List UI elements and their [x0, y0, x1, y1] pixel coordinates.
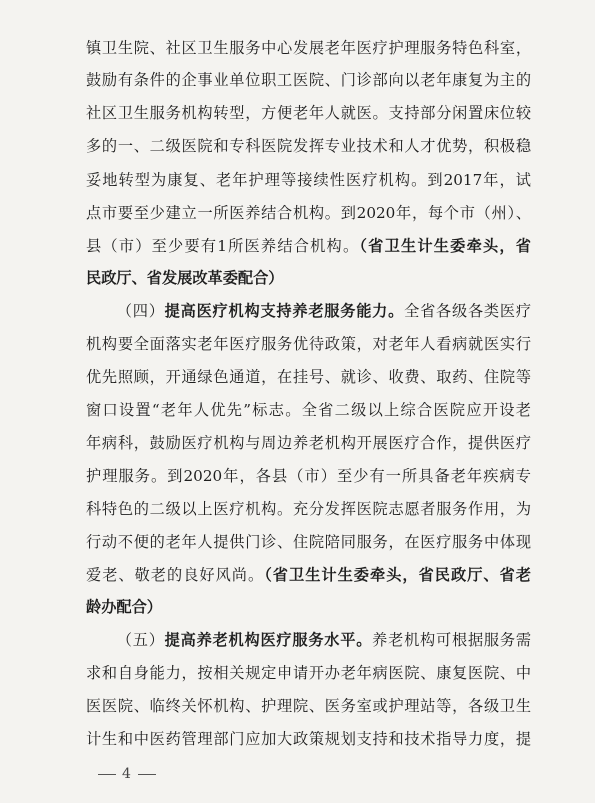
body-line-2: 鼓励有条件的企事业单位职工医院、门诊部向以老年康复为主的 — [86, 71, 531, 89]
page-number — [92, 766, 162, 782]
section-4-heading-line: （四）提高医疗机构支持养老服务能力。全省各级各类医疗 — [116, 302, 531, 320]
body-line-12: 窗口设置“老年人优先”标志。全省二级以上综合医院应开设老 — [86, 401, 531, 419]
body-line-4: 多的一、二级医院和专科医院发挥专业技术和人才优势，积极稳 — [86, 137, 531, 155]
body-line-11: 优先照顾，开通绿色通道，在挂号、就诊、收费、取药、住院等 — [86, 368, 531, 386]
body-line-10: 机构要全面落实老年医疗服务优待政策，对老年人看病就医实行 — [86, 335, 531, 353]
page-number-text: 4 — [122, 766, 132, 782]
body-line-15: 科特色的二级以上医疗机构。充分发挥医院志愿者服务作用，为 — [86, 500, 531, 518]
body-line-3: 社区卫生服务机构转型，方便老年人就医。支持部分闲置床位较 — [86, 104, 531, 122]
body-line-16: 行动不便的老年人提供门诊、住院陪同服务，在医疗服务中体现 — [86, 533, 531, 551]
responsibility-note: （省卫生计生委牵头，省民政厅、省老 — [264, 566, 531, 584]
section-5-heading-line: （五）提高养老机构医疗服务水平。养老机构可根据服务需 — [116, 631, 531, 649]
body-line-18 — [86, 597, 531, 617]
responsibility-note: 民政厅、省发展改革委配合） — [86, 269, 284, 287]
body-line-6: 点市要至少建立一所医养结合机构。到2020年，每个市（州）、 — [86, 204, 531, 222]
section-number: （五） — [116, 631, 165, 649]
responsibility-note: 龄办配合） — [86, 598, 162, 616]
body-line-14: 护理服务。到2020年，各县（市）至少有一所具备老年疾病专 — [86, 467, 531, 485]
body-line-20: 求和自身能力，按相关规定申请开办老年病医院、康复医院、中 — [86, 664, 531, 682]
body-line-7: 县（市）至少要有1所医养结合机构。（省卫生计生委牵头，省 — [86, 237, 531, 255]
section-number: （四） — [116, 302, 165, 320]
body-line-5: 妥地转型为康复、老年护理等接续性医疗机构。到2017年，试 — [86, 171, 531, 189]
responsibility-note: （省卫生计生委牵头，省 — [359, 237, 531, 255]
body-line-22: 计生和中医药管理部门应加大政策规划支持和技术指导力度，提 — [86, 730, 531, 748]
body-line-17: 爱老、敬老的良好风尚。（省卫生计生委牵头，省民政厅、省老 — [86, 566, 531, 584]
body-line-21: 医医院、临终关怀机构、护理院、医务室或护理站等，各级卫生 — [86, 697, 531, 715]
body-line-13: 年病科，鼓励医疗机构与周边养老机构开展医疗合作，提供医疗 — [86, 434, 531, 452]
section-title: 提高养老机构医疗服务水平。 — [164, 631, 373, 649]
footer-dash-left — [98, 774, 116, 775]
body-line-1: 镇卫生院、社区卫生服务中心发展老年医疗护理服务特色科室， — [86, 39, 531, 57]
body-line-8 — [86, 268, 531, 288]
footer-dash-right — [138, 774, 156, 775]
section-title: 提高医疗机构支持养老服务能力。 — [164, 302, 405, 320]
